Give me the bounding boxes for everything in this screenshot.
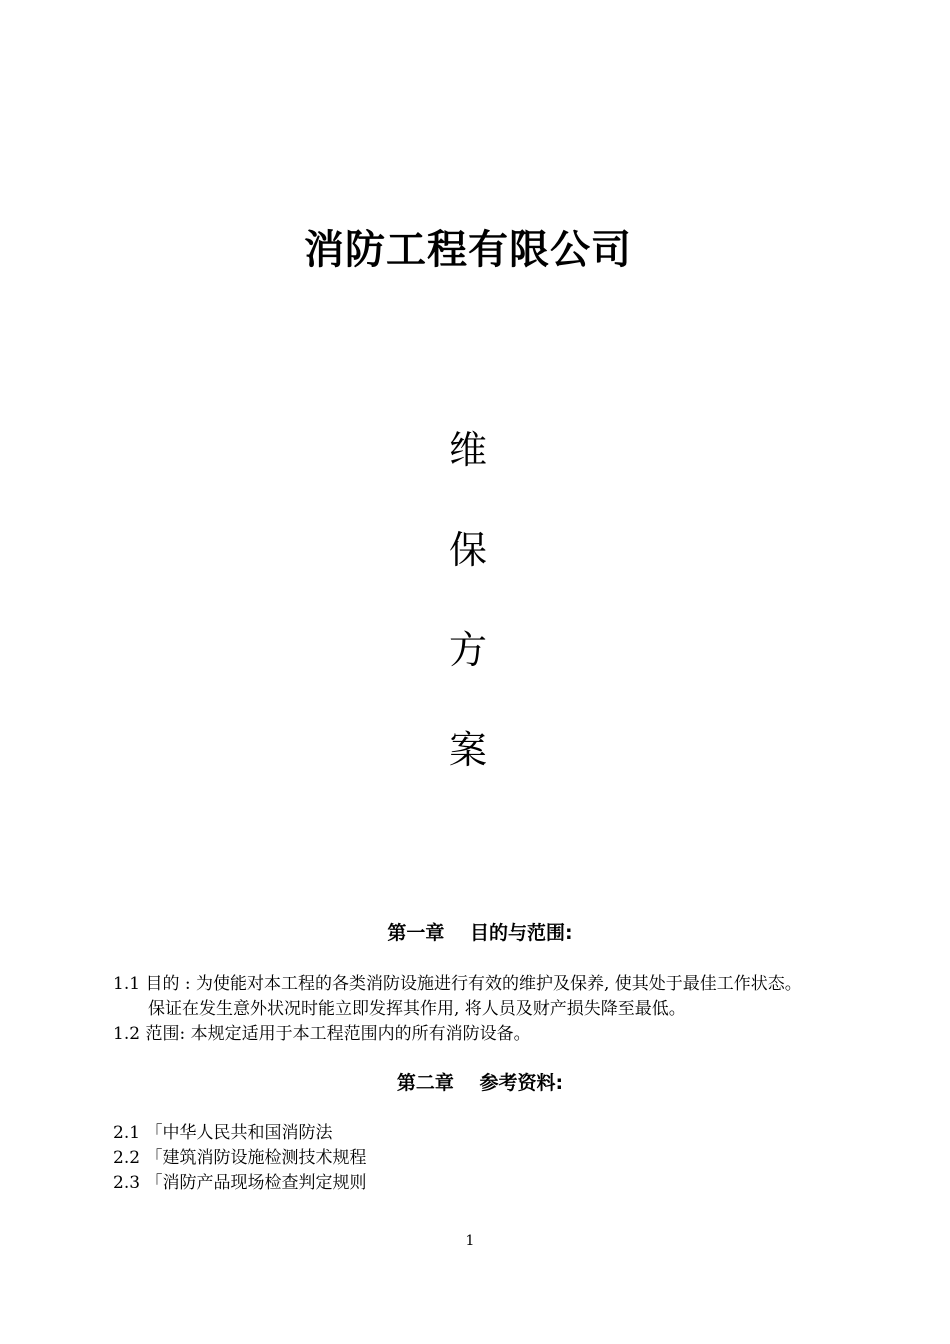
doc-title-char-3: 方 bbox=[448, 628, 487, 672]
chapter-1-line-2: 保证在发生意外状况时能立即发挥其作用, 将人员及财产损失降至最低。 bbox=[148, 999, 686, 1019]
chapter-2-line-2: 2.2 「建筑消防设施检测技术规程 bbox=[113, 1148, 367, 1168]
chapter-1-heading: 第一章 目的与范围: bbox=[387, 922, 573, 944]
doc-title-char-1: 维 bbox=[448, 428, 487, 472]
chapter-2-line-1: 2.1 「中华人民共和国消防法 bbox=[113, 1123, 333, 1143]
company-title: 消防工程有限公司 bbox=[304, 227, 632, 273]
chapter-1-line-1: 1.1 目的 : 为使能对本工程的各类消防设施进行有效的维护及保养, 使其处于最佳工作状态。 bbox=[113, 974, 802, 994]
chapter-2-line-3: 2.3 「消防产品现场检查判定规则 bbox=[113, 1173, 367, 1193]
page-number: 1 bbox=[465, 1233, 475, 1249]
doc-title-char-2: 保 bbox=[448, 528, 487, 572]
chapter-2-heading: 第二章 参考资料: bbox=[396, 1072, 564, 1094]
doc-title-char-4: 案 bbox=[448, 728, 487, 772]
chapter-1-line-3: 1.2 范围: 本规定适用于本工程范围内的所有消防设备。 bbox=[113, 1024, 531, 1044]
